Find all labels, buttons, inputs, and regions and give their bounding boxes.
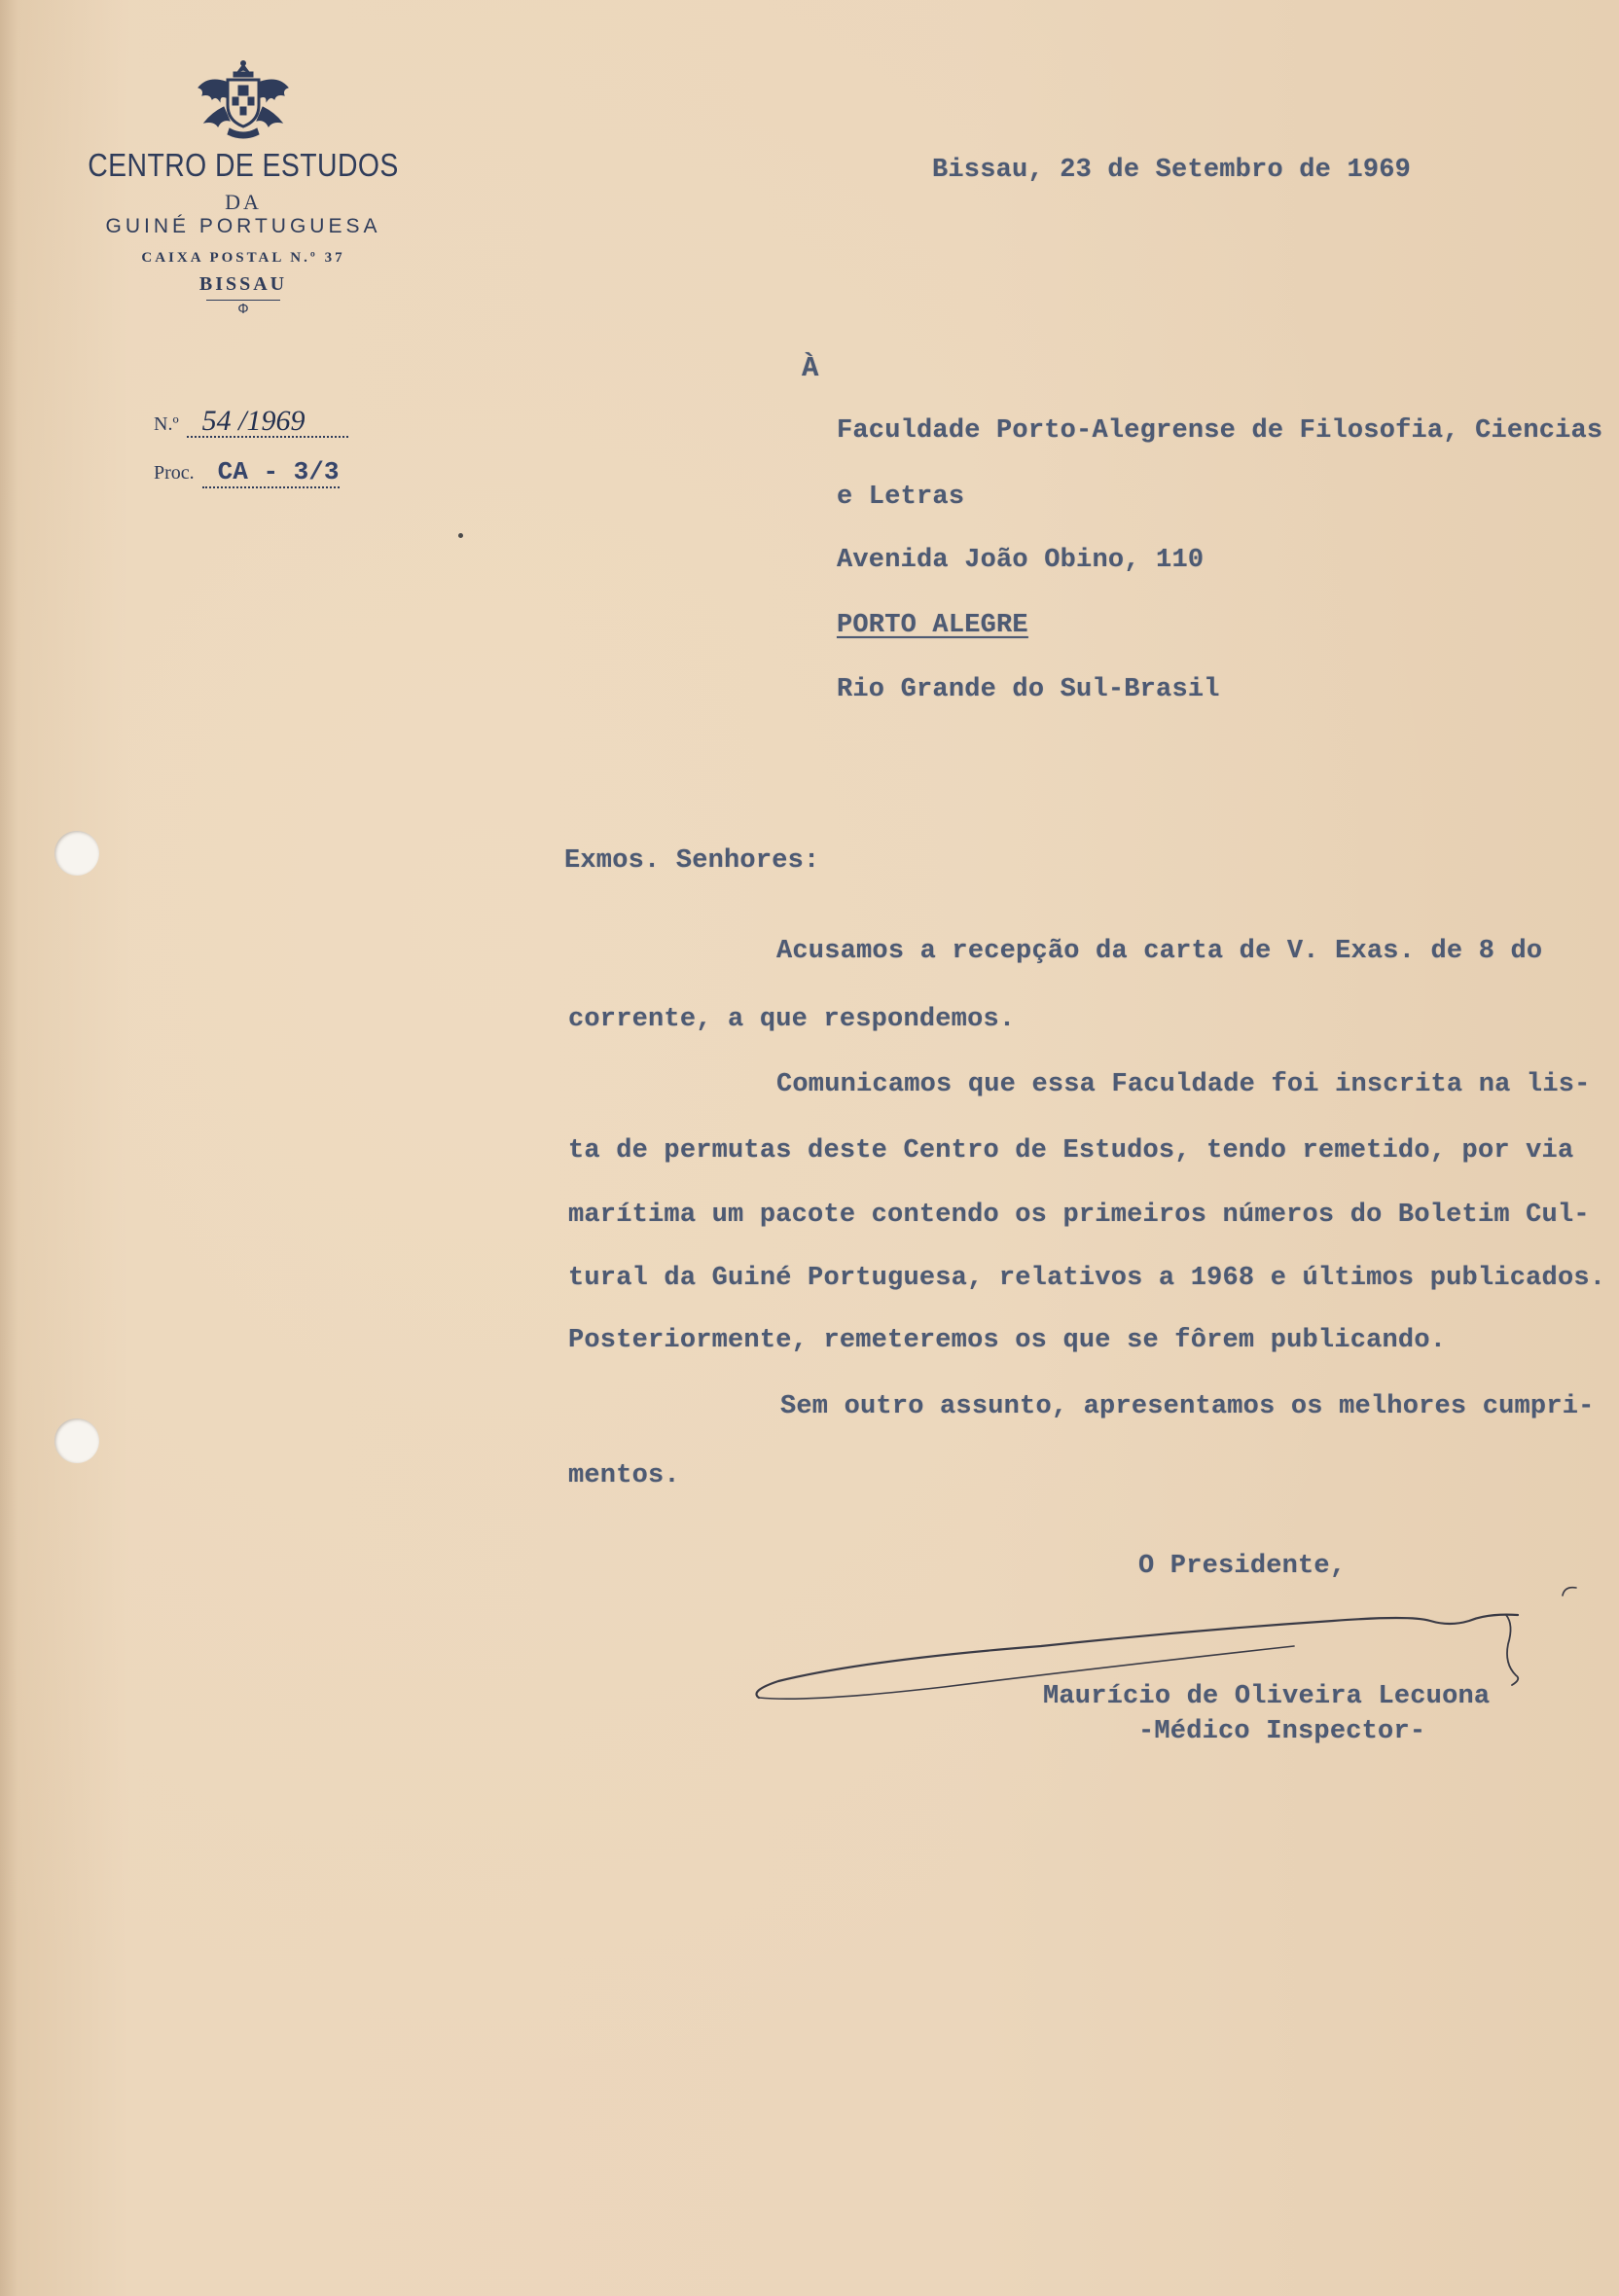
- proc-value: CA - 3/3: [202, 457, 340, 488]
- body-line: marítima um pacote contendo os primeiros números do Boletim Cul-: [568, 1201, 1590, 1230]
- small-emblem-icon: Ф: [237, 303, 249, 317]
- number-value: 54 /1969: [187, 407, 348, 438]
- institution-da: DA: [225, 190, 262, 214]
- body-line: Acusamos a recepção da carta de V. Exas. de 8 do: [776, 937, 1543, 966]
- body-line: Sem outro assunto, apresentamos os melhores cumpri-: [780, 1392, 1595, 1421]
- recipient-line: Avenida João Obino, 110: [837, 546, 1205, 575]
- closing: O Presidente,: [1138, 1552, 1347, 1581]
- institution-region: GUINÉ PORTUGUESA: [105, 215, 381, 237]
- proc-row: [154, 457, 348, 508]
- ink-speck: [458, 533, 463, 538]
- body-line: corrente, a que respondemos.: [568, 1005, 1016, 1034]
- coat-of-arms-crest: [195, 60, 292, 140]
- institution-city: BISSAU: [198, 273, 288, 295]
- body-line: ta de permutas deste Centro de Estudos, tendo remetido, por via: [568, 1136, 1574, 1166]
- recipient-line: Rio Grande do Sul-Brasil: [837, 675, 1220, 704]
- letter-date: Bissau, 23 de Setembro de 1969: [932, 156, 1412, 185]
- body-line: Posteriormente, remeteremos os que se fôrem publicando.: [568, 1326, 1447, 1355]
- recipient-line: e Letras: [837, 483, 965, 512]
- addressee-marker: À: [802, 352, 819, 384]
- institution-name: CENTRO DE ESTUDOS: [88, 147, 399, 183]
- signer-title: -Médico Inspector-: [1138, 1717, 1426, 1746]
- postal-box: CAIXA POSTAL N.º 37: [141, 250, 345, 266]
- recipient-city: PORTO ALEGRE: [837, 611, 1028, 640]
- proc-label: Proc.: [154, 462, 195, 484]
- number-row: [154, 407, 348, 457]
- salutation: Exmos. Senhores:: [564, 846, 820, 876]
- letterhead-rule: [206, 300, 280, 301]
- recipient-line: Faculdade Porto-Alegrense de Filosofia, Ciencias: [837, 416, 1603, 446]
- reference-numbers: [154, 407, 348, 508]
- signer-name: Maurício de Oliveira Lecuona: [1043, 1682, 1491, 1711]
- body-line: mentos.: [568, 1461, 680, 1490]
- number-label: N.º: [154, 413, 179, 435]
- letterhead: [58, 60, 428, 318]
- binder-hole: [54, 831, 99, 876]
- binder-hole: [54, 1418, 99, 1463]
- body-line: Comunicamos que essa Faculdade foi inscrita na lis-: [776, 1070, 1591, 1099]
- body-line: tural da Guiné Portuguesa, relativos a 1968 e últimos publicados.: [568, 1264, 1606, 1293]
